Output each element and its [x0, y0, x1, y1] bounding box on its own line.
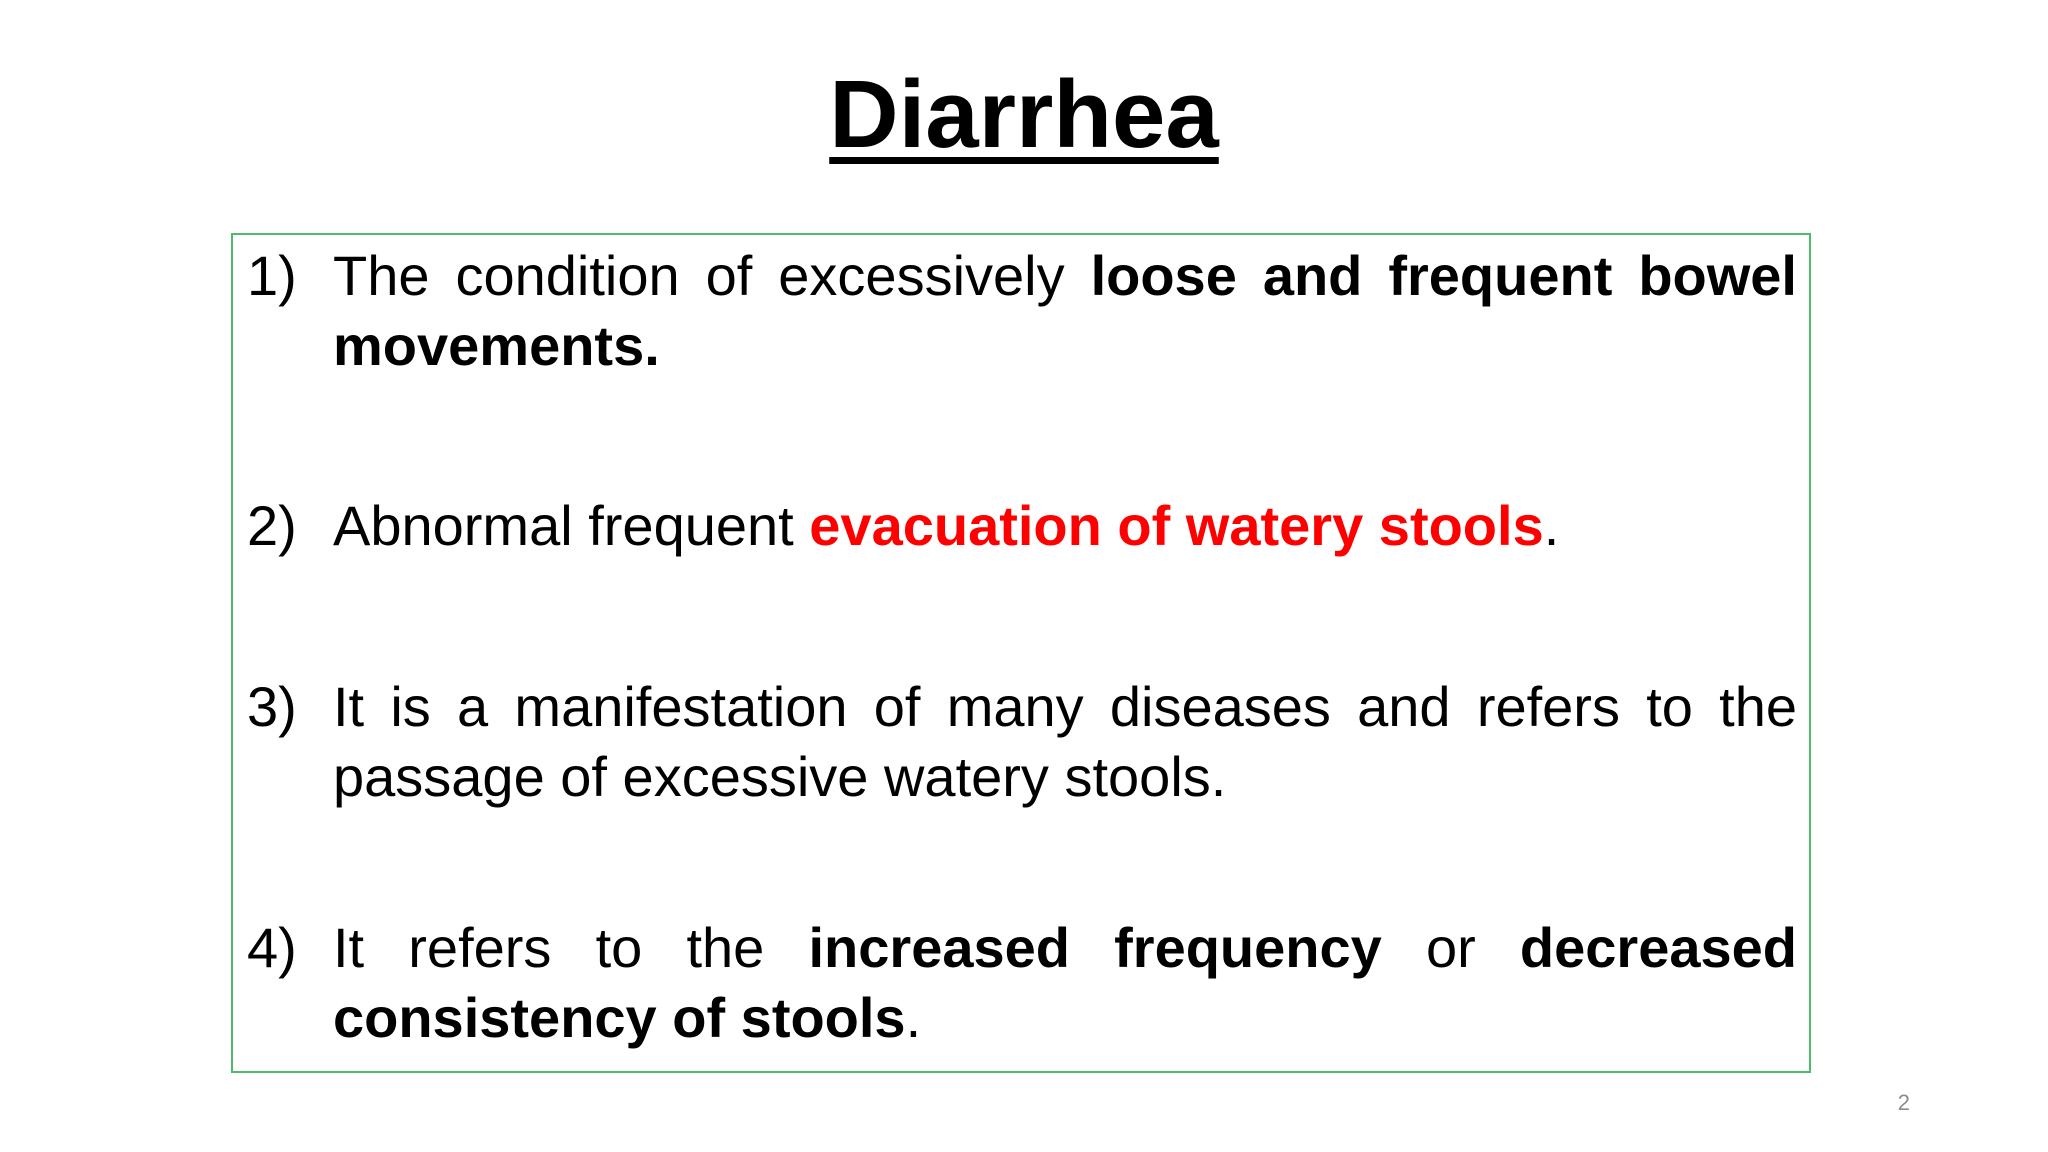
bold-text: decreased consistency of stools	[333, 916, 1797, 1049]
list-item-text	[333, 913, 1797, 1053]
bold-text: increased frequency	[808, 916, 1382, 979]
list-item-text	[333, 491, 1797, 561]
list-item-number: 4)	[247, 916, 297, 979]
list-item-number: 3)	[247, 675, 297, 738]
plain-text: It refers to the	[333, 916, 809, 979]
list-item-text	[333, 672, 1797, 812]
highlighted-text: evacuation of watery stools	[809, 494, 1544, 557]
list-item-text	[333, 241, 1797, 381]
list-item-number: 1)	[247, 244, 297, 307]
content-box	[231, 233, 1811, 1073]
plain-text: It is a manifestation of many diseases and refers to the passage of excessive watery stools.	[333, 675, 1797, 808]
plain-text: .	[905, 986, 922, 1049]
list-item-number: 2)	[247, 494, 297, 557]
plain-text: The condition of excessively	[333, 244, 1091, 307]
plain-text: .	[1543, 494, 1560, 557]
list-item-2	[247, 491, 1797, 561]
plain-text: Abnormal frequent	[333, 494, 810, 557]
list-item-3	[247, 672, 1797, 812]
bold-text: loose and frequent bowel movements.	[333, 244, 1797, 377]
list-item-4	[247, 913, 1797, 1053]
plain-text: or	[1381, 916, 1520, 979]
list-item-1	[247, 241, 1797, 381]
page-number: 2	[1897, 1090, 1910, 1115]
slide-title	[0, 60, 2048, 170]
slide-title-text: Diarrhea	[829, 61, 1219, 168]
